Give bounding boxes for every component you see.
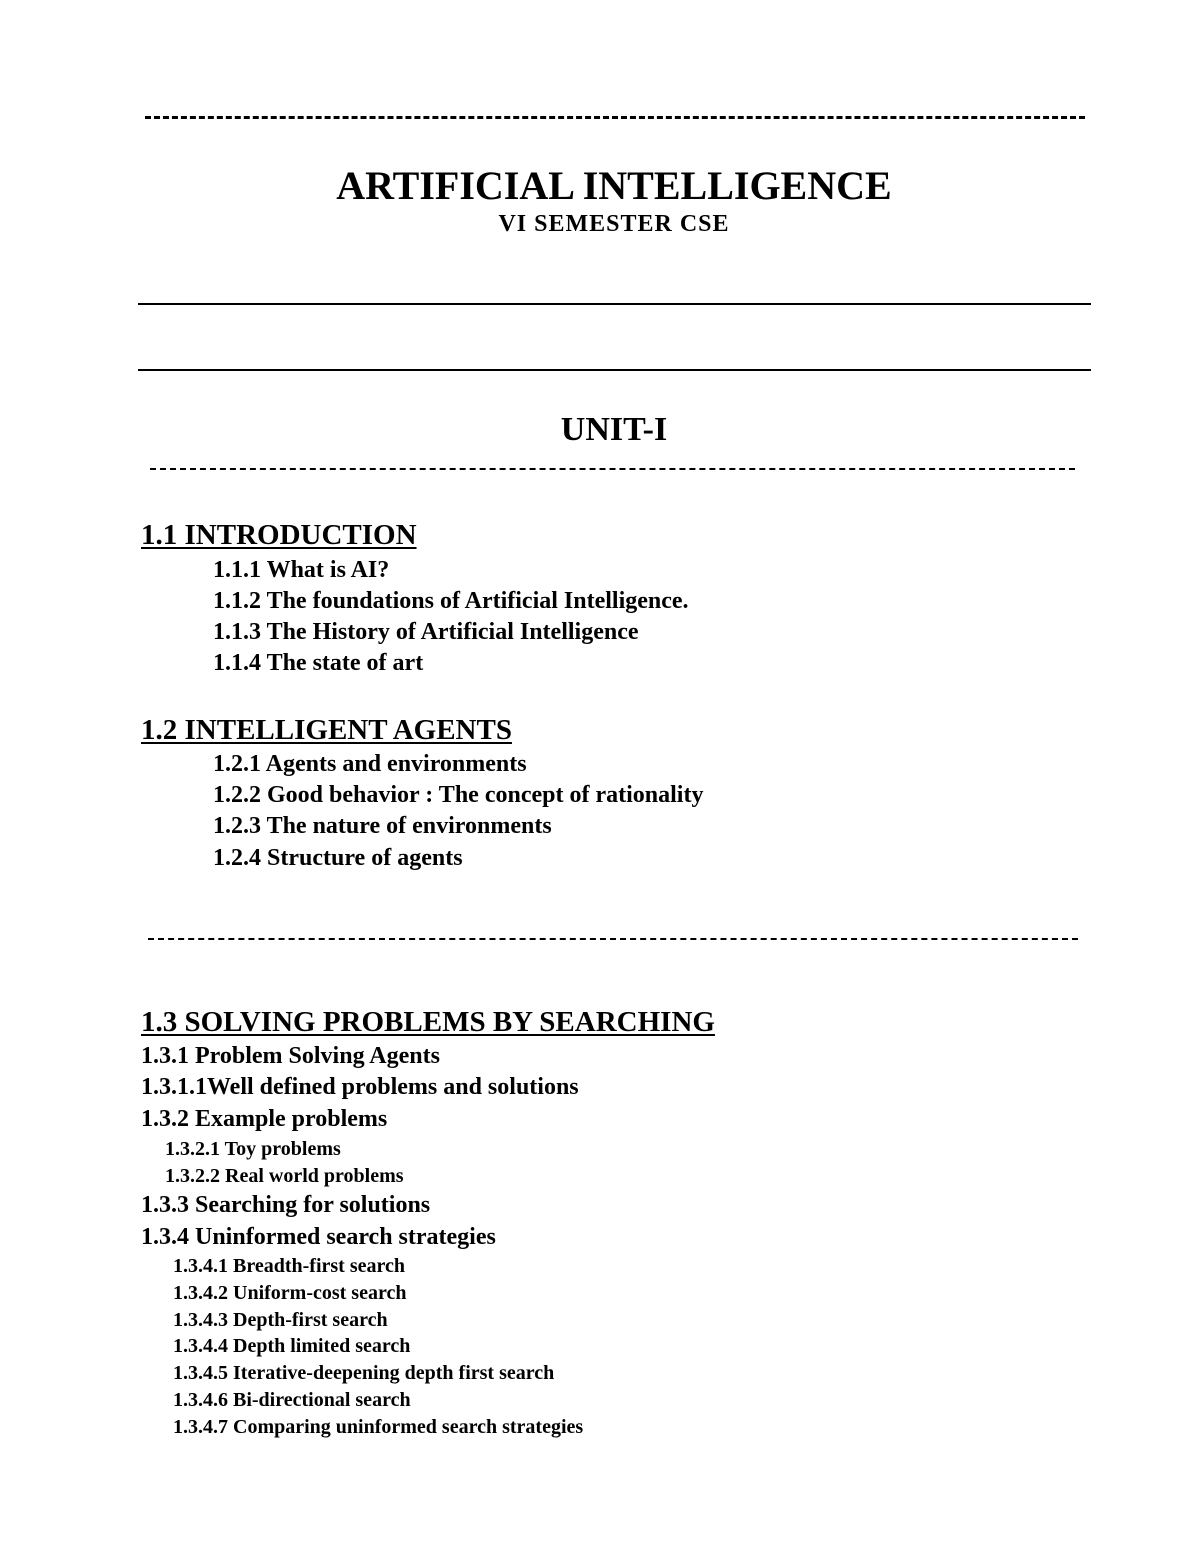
toc-item: 1.1.4 The state of art [213,650,424,676]
toc-item: 1.3.4 Uninformed search strategies [141,1224,496,1250]
toc-item: 1.1.3 The History of Artificial Intelligence [213,619,639,645]
toc-item: 1.3.4.4 Depth limited search [173,1335,411,1357]
toc-item: 1.3.2.2 Real world problems [165,1165,404,1187]
section-heading-introduction: 1.1 INTRODUCTION [141,519,417,551]
dashed-divider-middle [148,938,1078,940]
dashed-divider-unit [150,468,1075,470]
dashed-divider-top [145,116,1085,119]
toc-item: 1.3.4.6 Bi-directional search [173,1389,411,1411]
document-subtitle: VI SEMESTER CSE [498,211,730,237]
toc-item: 1.3.1 Problem Solving Agents [141,1043,440,1069]
toc-item: 1.3.2 Example problems [141,1106,388,1132]
toc-item: 1.3.4.7 Comparing uninformed search strategies [173,1416,584,1438]
toc-item: 1.1.2 The foundations of Artificial Intelligence. [213,588,689,614]
solid-rule-1 [138,303,1091,305]
toc-item: 1.2.1 Agents and environments [213,751,527,777]
toc-item: 1.3.4.5 Iterative-deepening depth first search [173,1362,555,1384]
toc-item: 1.3.4.3 Depth-first search [173,1309,388,1331]
solid-rule-2 [138,369,1091,371]
toc-item: 1.1.1 What is AI? [213,557,390,583]
toc-item: 1.3.4.2 Uniform-cost search [173,1282,407,1304]
document-title: ARTIFICIAL INTELLIGENCE [336,163,892,208]
toc-item: 1.2.4 Structure of agents [213,845,463,871]
toc-item: 1.3.1.1Well defined problems and solutions [141,1074,579,1100]
toc-item: 1.3.4.1 Breadth-first search [173,1255,406,1277]
unit-title: UNIT-I [560,411,668,448]
toc-item: 1.2.2 Good behavior : The concept of rationality [213,782,704,808]
section-heading-intelligent-agents: 1.2 INTELLIGENT AGENTS [141,714,512,746]
toc-item: 1.3.3 Searching for solutions [141,1192,431,1218]
toc-item: 1.3.2.1 Toy problems [165,1138,341,1160]
toc-item: 1.2.3 The nature of environments [213,813,552,839]
section-heading-solving-problems: 1.3 SOLVING PROBLEMS BY SEARCHING [141,1006,715,1038]
